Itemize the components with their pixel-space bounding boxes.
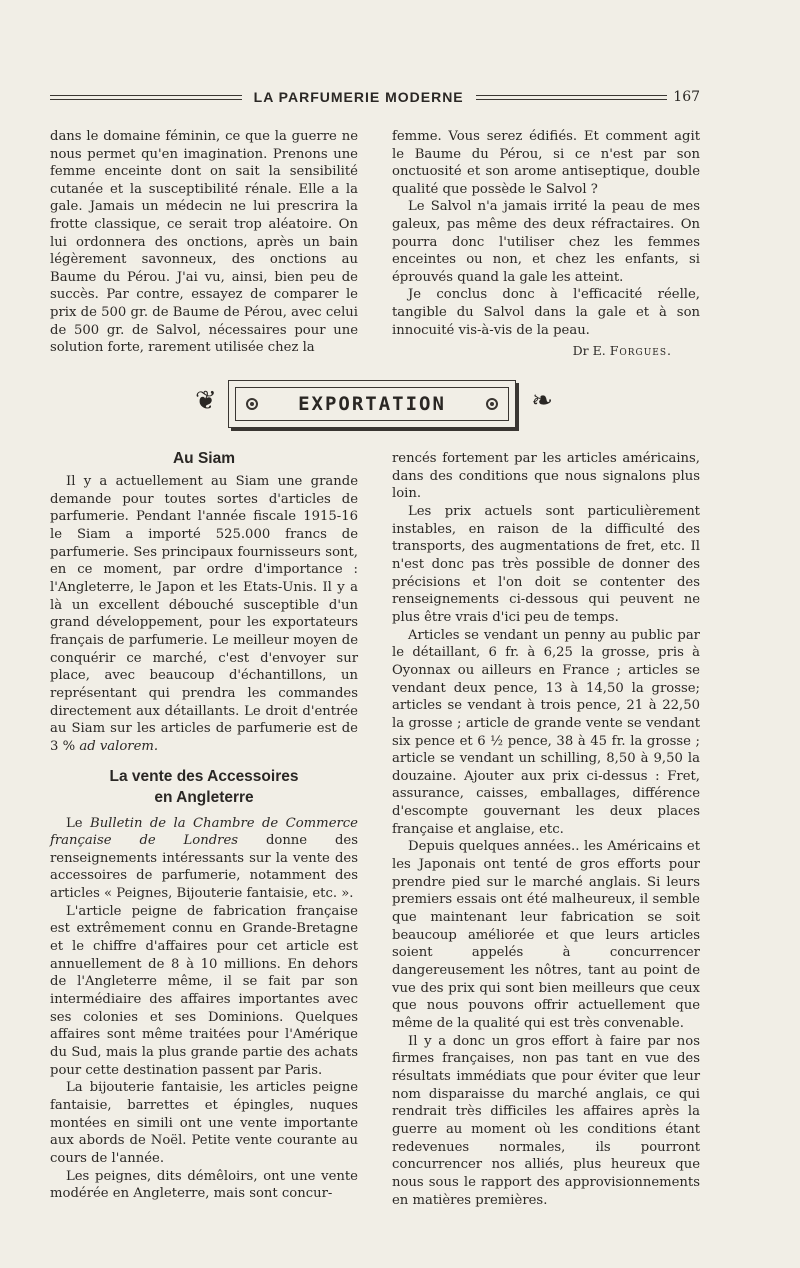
- signature-name: Forgues.: [609, 343, 672, 359]
- header-rule-right: [476, 95, 668, 100]
- paragraph: [50, 815, 358, 903]
- paragraph: dans le domaine féminin, ce que la guerre ne nous permet qu'en imagination. Prenons une femme enceinte dont on sait la sensibilité cutanée et la susceptibilité rénale. Elle a la gale. Jamais un médecin ne lui prescrira la frotte classique, ce serait trop aléatoire. On lui ordonnera des onctions, après un bain légèrement savonneux, des onctions au Baume du Pérou. J'ai vu, ainsi, bien peu de succès. Par contre, essayez de comparer le prix de 500 gr. de Baume de Pérou, avec celui de 500 gr. de Salvol, nécessaires pour une solution forte, rarement utilisée chez la: [50, 129, 358, 356]
- signature: [392, 342, 700, 360]
- rosette-icon: [246, 398, 258, 410]
- paragraph: [50, 473, 358, 756]
- article-continuation-col2: [392, 128, 700, 360]
- paragraph: L'article peigne de fabrication française est extrêmement connu en Grande-Bretagne et le chiffre d'affaires pour cet article est annuellement de 8 à 10 millions. En dehors de l'Angleterre même, il se fait par son intermédiaire des affaires importantes avec ses colonies et ses Dominions. Quelques affaires sont même traitées pour l'Amérique du Sud, mais la plus grande partie des achats pour cette destination passent par Paris.: [50, 903, 358, 1078]
- paragraph: La bijouterie fantaisie, les articles peigne fantaisie, barrettes et épingles, nuques montées en simili ont une vente importante aux abords de Noël. Petite vente courante au cours de l'année.: [50, 1080, 358, 1166]
- header-rule-left: [50, 95, 242, 100]
- paragraph: rencés fortement par les articles américains, dans des conditions que nous signalons plus loin.: [392, 451, 700, 502]
- article-continuation-col1: [50, 128, 358, 357]
- paragraph: Le Salvol n'a jamais irrité la peau de mes galeux, pas même des deux réfractaires. On pourra donc l'utiliser chez les femmes enceintes ou non, et chez les enfants, si éprouvés quand la gale les atteint.: [392, 199, 700, 285]
- paragraph: femme. Vous serez édifiés. Et comment agit le Baume du Pérou, si ce n'est par son onctuosité et son arome antiseptique, double qualité que possède le Salvol ?: [392, 129, 700, 197]
- title-line: en Angleterre: [154, 788, 254, 806]
- banner-frame: [228, 380, 516, 428]
- text-run: Le: [66, 815, 83, 831]
- column-left: [50, 448, 358, 1203]
- title-line: La vente des Accessoires: [109, 767, 299, 785]
- flourish-left-icon: ❦: [195, 386, 217, 416]
- section-title-siam: Au Siam: [172, 450, 235, 467]
- signature-prefix: Dr E.: [572, 343, 606, 359]
- section-title-angleterre: [50, 766, 358, 808]
- paragraph: Je conclus donc à l'efficacité réelle, tangible du Salvol dans la gale et à son innocuité vis-à-vis de la peau.: [392, 287, 700, 338]
- banner-inner: [235, 387, 509, 421]
- siam-text-italic: ad valorem.: [79, 738, 159, 754]
- bulletin-title: Bulletin de la Chambre de Commerce française de Londres: [50, 815, 358, 849]
- paragraph: Les peignes, dits démêloirs, ont une vente modérée en Angleterre, mais sont concur-: [50, 1168, 358, 1202]
- paragraph: Articles se vendant un penny au public par le détaillant, 6 fr. à 6,25 la grosse, pris à Oyonnax ou ailleurs en France ; articles se vendant deux pence, 13 à 14,50 la grosse; articles se vendant à trois pence, 21 à 22,50 la grosse ; article de grande vente se vendant six pence et 6 ½ pence, 38 à 45 fr. la grosse ; article se vendant un schilling, 8,50 à 9,50 la douzaine. Ajouter aux prix ci-dessus : Fret, assurance, caisses, emballages, différence d'escompte gouvernant les deux places française et anglaise, etc.: [392, 627, 700, 837]
- section-banner: [195, 380, 555, 432]
- banner-title: EXPORTATION: [298, 393, 446, 415]
- journal-title: LA PARFUMERIE MODERNE: [253, 89, 464, 105]
- rosette-icon: [486, 398, 498, 410]
- paragraph: Les prix actuels sont particulièrement instables, en raison de la difficulté des transports, des augmentations de fret, etc. Il n'est donc pas très possible de donner des précisions et l'on doit se contenter des renseignements ci-dessous qui peuvent ne plus être vrais d'ici peu de temps.: [392, 503, 700, 625]
- running-header: [50, 84, 700, 110]
- page-number: 167: [673, 89, 701, 105]
- siam-text: Il y a actuellement au Siam une grande demande pour toutes sortes d'articles de parfumerie. Pendant l'année fiscale 1915-16 le Siam a importé 525.000 francs de parfumerie. Ses principaux fournisseurs sont, en ce moment, par ordre d'importance : l'Angleterre, le Japon et les Etats-Unis. Il y a là un excellent débouché susceptible d'un grand développement, pour les exportateurs français de parfumerie. Le meilleur moyen de conquérir ce marché, c'est d'envoyer sur place, avec beaucoup d'échantillons, un représentant qui prendra les commandes directement aux détaillants. Le droit d'entrée au Siam sur les articles de parfumerie est de 3 %: [50, 474, 358, 754]
- text-run: donne des renseignements intéressants sur la vente des accessoires de parfumerie, notamment des articles « Peignes, Bijouterie fantaisie, etc. ».: [50, 833, 358, 902]
- flourish-right-icon: ❧: [531, 386, 553, 416]
- column-right: [392, 450, 700, 1209]
- paragraph: Il y a donc un gros effort à faire par nos firmes françaises, non pas tant en vue des résultats immédiats que pour éviter que leur nom disparaisse du marché anglais, ce qui rendrait très difficiles les affaires après la guerre au moment où les conditions étant redevenues normales, ils pourront concurrencer nos alliés, plus heureux que nous sous le rapport des approvisionnements en matières premières.: [392, 1033, 700, 1208]
- paragraph: Depuis quelques années.. les Américains et les Japonais ont tenté de gros efforts pour prendre pied sur le marché anglais. Si leurs premiers essais ont été malheureux, il semble que maintenant leur fabrication se soit beaucoup améliorée et que leurs articles soient appelés à concurrencer dangereusement les nôtres, tant au point de vue des prix qui sont bien meilleurs que ceux que nous pouvons offrir actuellement que même de la qualité qui est très convenable.: [392, 839, 700, 1031]
